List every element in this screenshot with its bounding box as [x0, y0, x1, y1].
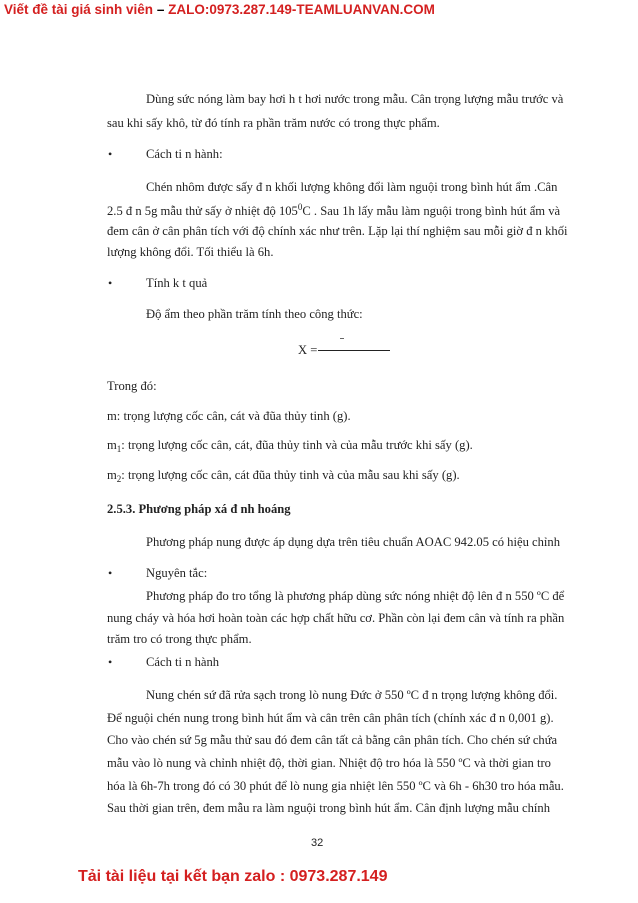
para2-line3: đem cân ở cân phân tích với độ chính xác như trên. Lặp lại thí nghiệm sau mỗi giờ đ n khối	[107, 224, 568, 238]
para2-line1: Chén nhôm được sấy đ n khối lượng không đổi làm nguội trong bình hút ẩm .Cân	[146, 180, 558, 194]
def-m1-subscript: 1	[116, 444, 122, 454]
where-label: Trong đó:	[107, 379, 157, 393]
def-m1-symbol: m	[107, 438, 117, 452]
page-number: 32	[311, 837, 324, 849]
para6-line3: Cho vào chén sứ 5g mẫu thử sau đó đem cân tất cả bằng cân phân tích. Cho chén sứ chứa	[107, 733, 558, 747]
bullet-2: •	[108, 276, 113, 290]
para5-line1: Phương pháp đo tro tổng là phương pháp dùng sức nóng nhiệt độ lên đ n 550 ºC để	[146, 589, 565, 603]
para5-line3: trăm tro có trong thực phẩm.	[107, 632, 252, 646]
para2-line2-b: C . Sau 1h lấy mẫu làm nguội trong bình hút ẩm và	[302, 204, 561, 218]
bullet-4: •	[108, 655, 113, 669]
def-m1	[107, 438, 473, 454]
para6-line5: hóa là 6h-7h trong đó có 30 phút để lò nung gia nhiệt lên 550 ºC và 6h - 6h30 tro hóa mẫu.	[107, 779, 564, 793]
para2-line2	[107, 202, 560, 219]
bullet-3: •	[108, 566, 113, 580]
formula-lhs: X =	[298, 343, 318, 357]
para4: Phương pháp nung được áp dụng dựa trên tiêu chuẩn AOAC 942.05 có hiệu chỉnh	[146, 535, 560, 549]
bullet-1: •	[108, 147, 113, 161]
header-dash: –	[153, 2, 169, 17]
para2-line2-a: 2.5 đ n 5g mẫu thử sấy ở nhiệt độ 105	[107, 204, 298, 218]
section-heading: 2.5.3. Phương pháp xá đ nh hoáng	[107, 502, 291, 516]
def-m2-subscript: 2	[116, 474, 122, 484]
bullet-principle-label: Nguyên tắc:	[146, 566, 208, 580]
para6-line6: Sau thời gian trên, đem mẫu ra làm nguội trong bình hút ẩm. Cân định lượng mẫu chính	[107, 801, 551, 815]
header-banner	[4, 2, 435, 17]
footer-banner: Tải tài liệu tại kết bạn zalo : 0973.287.149	[78, 868, 388, 885]
para5-line2: nung cháy và hóa hơi hoàn toàn các hợp chất hữu cơ. Phần còn lại đem cân và tính ra phần	[107, 611, 565, 625]
para3: Độ ẩm theo phần trăm tính theo công thức:	[146, 307, 363, 321]
para1-line1: Dùng sức nóng làm bay hơi h t hơi nước trong mẫu. Cân trọng lượng mẫu trước và	[146, 92, 564, 106]
header-title-left: Viết đề tài giá sinh viên	[4, 2, 154, 17]
def-m2-symbol: m	[107, 468, 117, 482]
para1-line2: sau khi sấy khô, từ đó tính ra phần trăm nước có trong thực phẩm.	[107, 116, 440, 130]
para6-line1: Nung chén sứ đã rửa sạch trong lò nung Đức ở 550 ºC đ n trọng lượng không đổi.	[146, 688, 558, 702]
def-m: m: trọng lượng cốc cân, cát và đũa thủy tinh (g).	[107, 409, 351, 423]
para2-line4: lượng không đổi. Tối thiểu là 6h.	[107, 245, 274, 259]
bullet-procedure-label: Cách ti n hành:	[146, 147, 223, 161]
degree-superscript: 0	[297, 202, 303, 212]
formula-numerator-mark	[340, 338, 344, 339]
formula-fraction-line	[318, 350, 390, 351]
para6-line4: mẫu vào lò nung và chỉnh nhiệt độ, thời gian. Nhiệt độ tro hóa là 550 ºC và thời gian tro	[107, 756, 551, 770]
bullet-procedure2-label: Cách ti n hành	[146, 655, 220, 669]
para6-line2: Để nguội chén nung trong bình hút ẩm và cân trên cân phân tích (chính xác đ n 0,001 g).	[107, 711, 554, 725]
def-m1-text: : trọng lượng cốc cân, cát, đũa thủy tinh và của mẫu trước khi sấy (g).	[121, 438, 473, 452]
header-title-right: ZALO:0973.287.149-TEAMLUANVAN.COM	[168, 2, 435, 17]
def-m2	[107, 468, 460, 484]
bullet-result-label: Tính k t quả	[146, 276, 208, 290]
def-m2-text: : trọng lượng cốc cân, cát đũa thủy tinh và của mẫu sau khi sấy (g).	[121, 468, 460, 482]
